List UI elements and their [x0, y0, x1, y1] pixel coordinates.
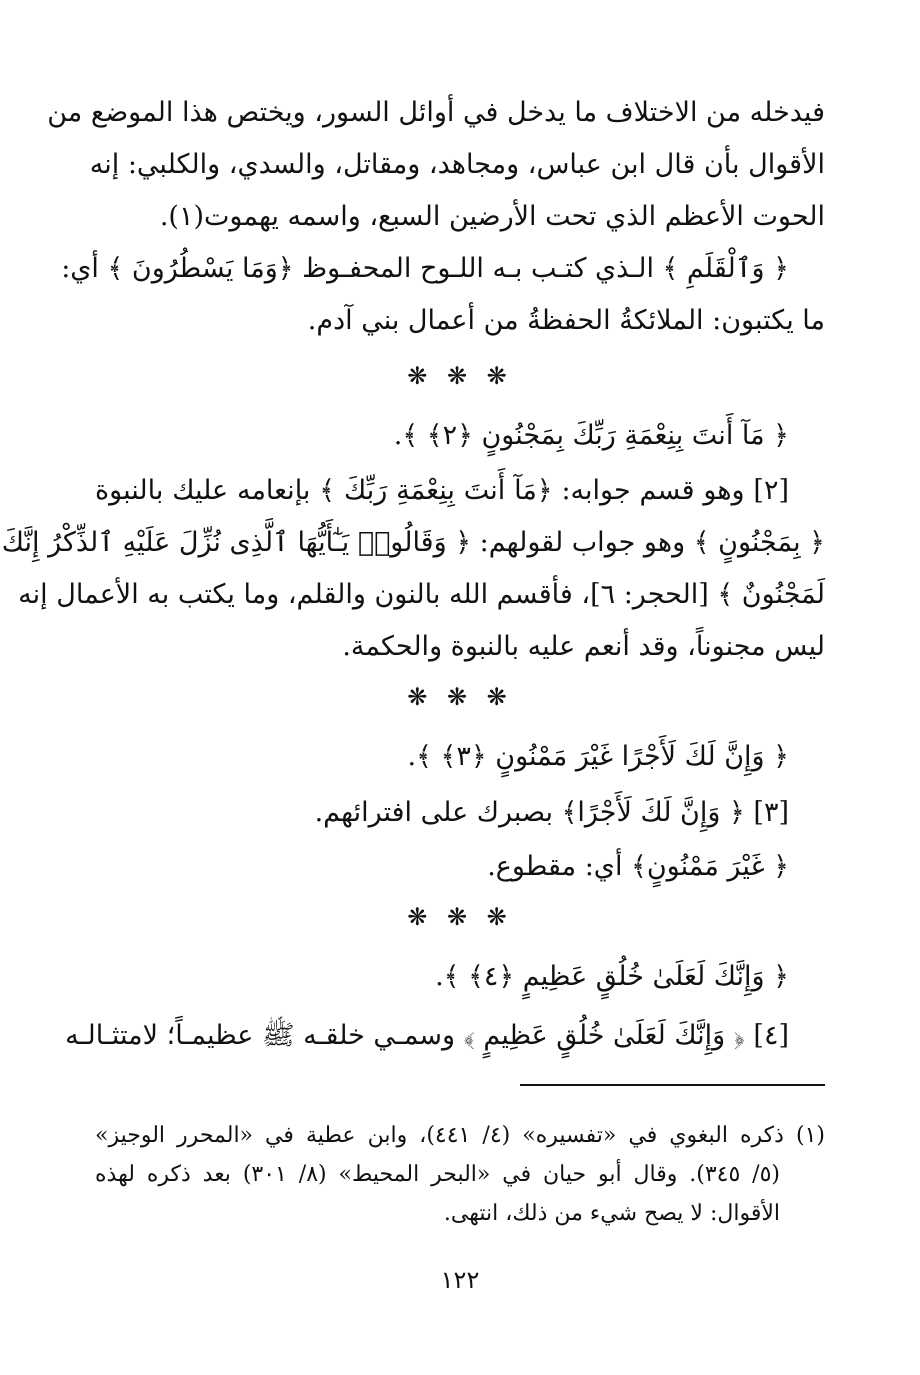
- commentary-line: لَمَجْنُونٌ ﴾ [الحجر: ٦]، فأقسم الله بالنون والقلم، وما يكتب به الأعمال إنه: [18, 579, 825, 610]
- quran-verse-4: ﴿ وَإِنَّكَ لَعَلَىٰ خُلُقٍ عَظِيمٍ ﴿٤﴾ ﴾.: [435, 961, 789, 992]
- text-line: الحوت الأعظم الذي تحت الأرضين السبع، واسمه يهموت(١).: [159, 201, 825, 232]
- text-line: ما يكتبون: الملائكةُ الحفظةُ من أعمال بني آدم.: [307, 305, 825, 336]
- verse-commentary-line: ﴿ وَٱلْقَلَمِ ﴾ الـذي كتـب بـه اللـوح المحفـوظ ﴿وَمَا يَسْطُرُونَ ﴾ أي:: [61, 253, 789, 284]
- text-line: الأقوال بأن قال ابن عباس، ومجاهد، ومقاتل، والسدي، والكلبي: إنه: [89, 149, 825, 180]
- commentary-line: ﴿ بِمَجْنُونٍ ﴾ وهو جواب لقولهم: ﴿ وَقَالُوا۟ يَـٰٓأَيُّهَا ٱلَّذِى نُزِّلَ عَلَيْهِ ٱلذِّكْرُ إِنَّكَ: [1, 527, 825, 558]
- quran-verse-3: ﴿ وَإِنَّ لَكَ لَأَجْرًا غَيْرَ مَمْنُونٍ ﴿٣﴾ ﴾.: [407, 741, 789, 772]
- commentary-line: [٤] ﴿ وَإِنَّكَ لَعَلَىٰ خُلُقٍ عَظِيمٍ ﴾ وسمـي خلقـه ﷺ عظيمـاً؛ لامتثـالـه: [65, 1020, 789, 1051]
- commentary-line: [٢] وهو قسم جوابه: ﴿مَآ أَنتَ بِنِعْمَةِ رَبِّكَ ﴾ بإنعامه عليك بالنبوة: [95, 475, 789, 506]
- footnote-line: (٥/ ٣٤٥). وقال أبو حيان في «البحر المحيط» (٨/ ٣٠١) بعد ذكره لهذه: [95, 1162, 780, 1187]
- commentary-line: ﴿ غَيْرَ مَمْنُونٍ﴾ أي: مقطوع.: [487, 851, 789, 882]
- section-separator: ❋ ❋ ❋: [407, 903, 513, 931]
- commentary-line: ليس مجنوناً، وقد أنعم عليه بالنبوة والحكمة.: [342, 631, 825, 662]
- footnote-line: (١) ذكره البغوي في «تفسيره» (٤/ ٤٤١)، وابن عطية في «المحرر الوجيز»: [95, 1123, 825, 1148]
- footnote-separator: [520, 1084, 825, 1086]
- section-separator: ❋ ❋ ❋: [407, 362, 513, 390]
- text-line: فيدخله من الاختلاف ما يدخل في أوائل السور، ويختص هذا الموضع من: [47, 97, 825, 128]
- section-separator: ❋ ❋ ❋: [407, 683, 513, 711]
- footnote-line: الأقوال: لا يصح شيء من ذلك، انتهى.: [443, 1201, 780, 1226]
- page-number: ١٢٢: [440, 1266, 480, 1294]
- quran-verse-2: ﴿ مَآ أَنتَ بِنِعْمَةِ رَبِّكَ بِمَجْنُونٍ ﴿٢﴾ ﴾.: [393, 420, 789, 451]
- commentary-line: [٣] ﴿ وَإِنَّ لَكَ لَأَجْرًا﴾ بصبرك على افترائهم.: [314, 797, 789, 828]
